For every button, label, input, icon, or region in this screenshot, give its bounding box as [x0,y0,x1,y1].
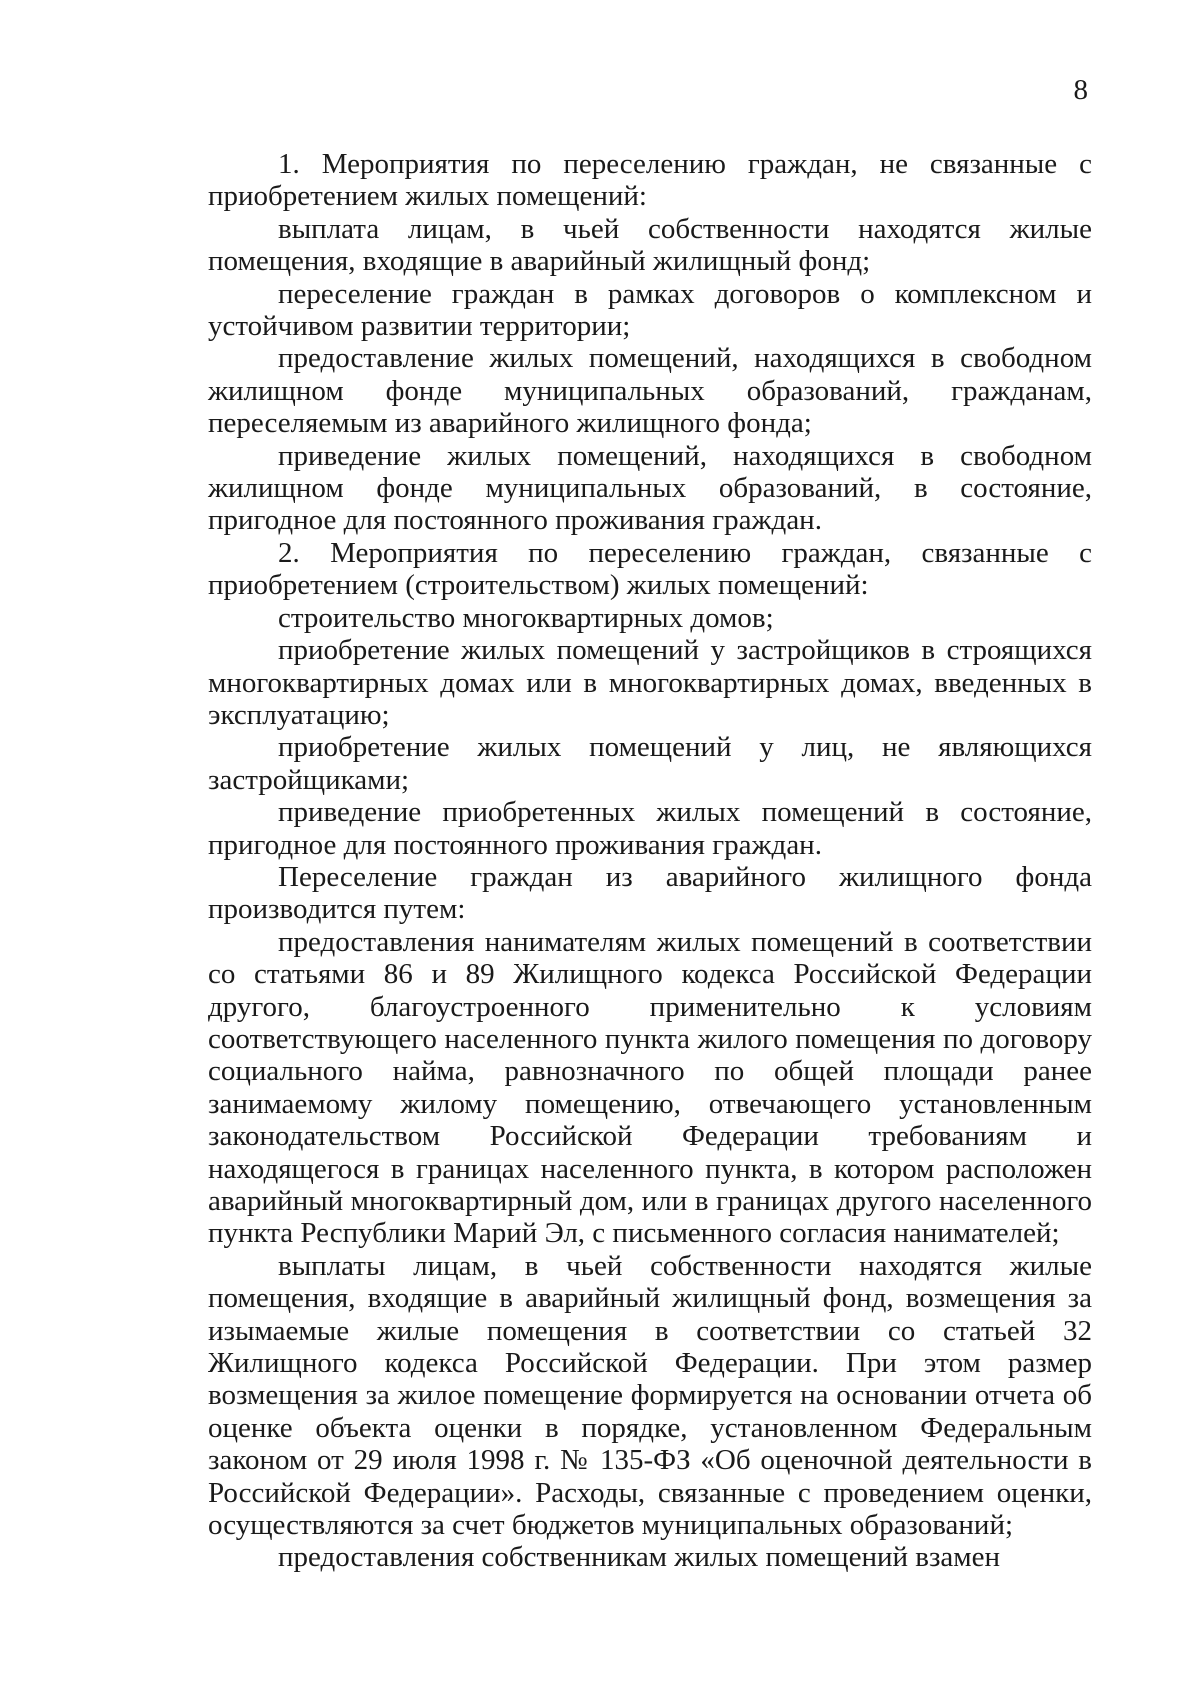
paragraph-bringing-acquired-to-condition: приведение приобретенных жилых помещений в состояние, пригодное для постоянного проживания граждан. [208,796,1092,861]
paragraph-construction: строительство многоквартирных домов; [278,601,774,634]
paragraph-acquisition-from-non-developers: приобретение жилых помещений у лиц, не являющихся застройщиками; [208,731,1092,796]
paragraph-resettlement-methods: Переселение граждан из аварийного жилищного фонда производится путем: [208,860,1092,926]
paragraph-compensation-payments: выплаты лицам, в чьей собственности находятся жилые помещения, входящие в аварийный жилищный фонд, возмещения за изымаемые жилые помещения в соответствии со статьей 32 Жилищного кодекса Российской Федерации. При этом размер возмещения за жилое помещение формируется на основании отчета об оценке объекта оценки в порядке, установленном Федеральным законом от 29 июля 1998 г. № 135-ФЗ «Об оценочной деятельности в Российской Федерации». Расходы, связанные с проведением оценки, осуществляются за счет бюджетов муниципальных образований; [208,1249,1092,1542]
paragraph-acquisition-from-developers: приобретение жилых помещений у застройщиков в строящихся многоквартирных домах или в многоквартирных домах, введенных в эксплуатацию; [208,634,1092,731]
paragraph-provision-to-tenants: предоставления нанимателям жилых помещений в соответствии со статьями 86 и 89 Жилищного кодекса Российской Федерации другого, благоустроенного применительно к условиям соответствующего населенного пункта жилого помещения по договору социального найма, равнозначного по общей площади ранее занимаемому жилому помещению, отвечающего установленным законодательством Российской Федерации требованиям и находящегося в границах населенного пункта, в котором расположен аварийный многоквартирный дом, или в границах другого населенного пункта Республики Марий Эл, с письменного согласия нанимателей; [208,925,1092,1250]
paragraph-bringing-housing-to-condition: приведение жилых помещений, находящихся в свободном жилищном фонде муниципальных образований, в состояние, пригодное для постоянного проживания граждан. [208,439,1092,537]
paragraph-measures-not-acquisition: 1. Мероприятия по переселению граждан, не связанные с приобретением жилых помещений: [208,148,1092,213]
paragraph-payment-to-owners: выплата лицам, в чьей собственности находятся жилые помещения, входящие в аварийный жилищный фонд; [208,212,1092,278]
paragraph-measures-with-acquisition: 2. Мероприятия по переселению граждан, связанные с приобретением (строительством) жилых помещений: [208,536,1092,602]
paragraph-provision-free-housing: предоставление жилых помещений, находящихся в свободном жилищном фонде муниципальных образований, гражданам, переселяемым из аварийного жилищного фонда; [208,342,1092,440]
paragraph-resettlement-development-contracts: переселение граждан в рамках договоров о комплексном и устойчивом развитии территории; [208,277,1092,343]
document-body [208,148,1092,1574]
paragraph-provision-to-owners: предоставления собственникам жилых помещений взамен [278,1541,1001,1574]
page-number: 8 [1073,74,1088,106]
